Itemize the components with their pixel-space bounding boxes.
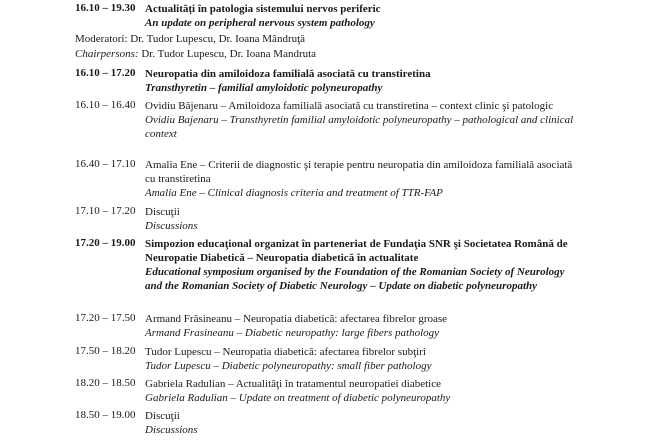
talk-text-ro: Armand Frăsineanu – Neuropatia diabetică: afectarea fibrelor groase [145,313,448,325]
talk-text-ro: Amalia Ene – Criterii de diagnostic şi terapie pentru neuropatia din amiloidoza familială asociată cu transtiretina [145,159,573,185]
talk-text-en: Gabriela Radulian – Update on treatment of diabetic polyneuropathy [145,392,451,404]
discussion-ro: Discuţii [145,410,180,422]
slot-time: 16.10 – 17.20 [75,67,136,79]
slot-time: 18.50 – 19.00 [75,409,136,421]
slot-time: 17.50 – 18.20 [75,345,136,357]
talk-text-en: Tudor Lupescu – Diabetic polyneuropathy: small fiber pathology [145,360,432,372]
session-title-en: An update on peripheral nervous system pathology [145,17,375,29]
moderators-line: Moderatori: Dr. Tudor Lupescu, Dr. Ioana Mândruţă [75,33,306,45]
talk-lupescu [75,345,575,373]
talk-text-en: Ovidiu Bajenaru – Transthyretin familial amyloidotic polyneuropathy – pathological and clinical context [145,114,574,140]
discussion-en: Discussions [145,220,198,232]
talk-radulian [75,377,575,405]
session-block [75,2,575,30]
talk-text-ro: Ovidiu Băjenaru – Amiloidoza familială asociată cu transtiretina – context clinic şi patologic [145,100,554,112]
talk-text-en: Amalia Ene – Clinical diagnosis criteria and treatment of TTR-FAP [145,187,443,199]
talk-text-en: Armand Frasineanu – Diabetic neuropathy: large fibers pathology [145,327,440,339]
subsession-ttr-fap [75,67,575,95]
chairpersons-line [75,47,575,62]
talk-text-ro: Tudor Lupescu – Neuropatia diabetică: afectarea fibrelor subţiri [145,346,426,358]
talk-frasineanu [75,312,575,340]
discussion-en: Discussions [145,424,198,436]
slot-time: 18.20 – 18.50 [75,377,136,389]
discussion-slot [75,205,575,233]
discussion-slot [75,409,575,437]
discussion-ro: Discuţii [145,206,180,218]
subsession-title-en: Transthyretin – familial amyloidotic polyneuropathy [145,82,383,94]
symposium-title-en: Educational symposium organised by the Foundation of the Romanian Society of Neurology and the Romanian Society of Diabetic Neurology – Update on diabetic polyneuropathy [145,266,565,292]
slot-time: 17.20 – 19.00 [75,237,136,249]
subsession-diabetic-symposium [75,237,575,293]
talk-text-ro: Gabriela Radulian – Actualităţi în tratamentul neuropatiei diabetice [145,378,441,390]
talk-bajenaru [75,99,575,141]
slot-time: 17.20 – 17.50 [75,312,136,324]
subsession-title-ro: Neuropatia din amiloidoza familială asociată cu transtiretina [145,68,431,80]
talk-ene [75,158,575,200]
symposium-title-ro: Simpozion educaţional organizat în parteneriat de Fundaţia SNR şi Societatea Română de Neuropatie Diabetică – Neuropatia diabetică în actualitate [145,238,568,264]
session-title-ro: Actualități în patologia sistemului nervos periferic [145,3,381,15]
slot-time: 17.10 – 17.20 [75,205,136,217]
slot-time: 16.10 – 16.40 [75,99,136,111]
session-time: 16.10 – 19.30 [75,2,136,14]
slot-time: 16.40 – 17.10 [75,158,136,170]
chairpersons-names: Dr. Tudor Lupescu, Dr. Ioana Mandruta [138,48,317,60]
moderators-block [75,32,575,62]
chairpersons-label: Chairpersons: [75,48,139,60]
